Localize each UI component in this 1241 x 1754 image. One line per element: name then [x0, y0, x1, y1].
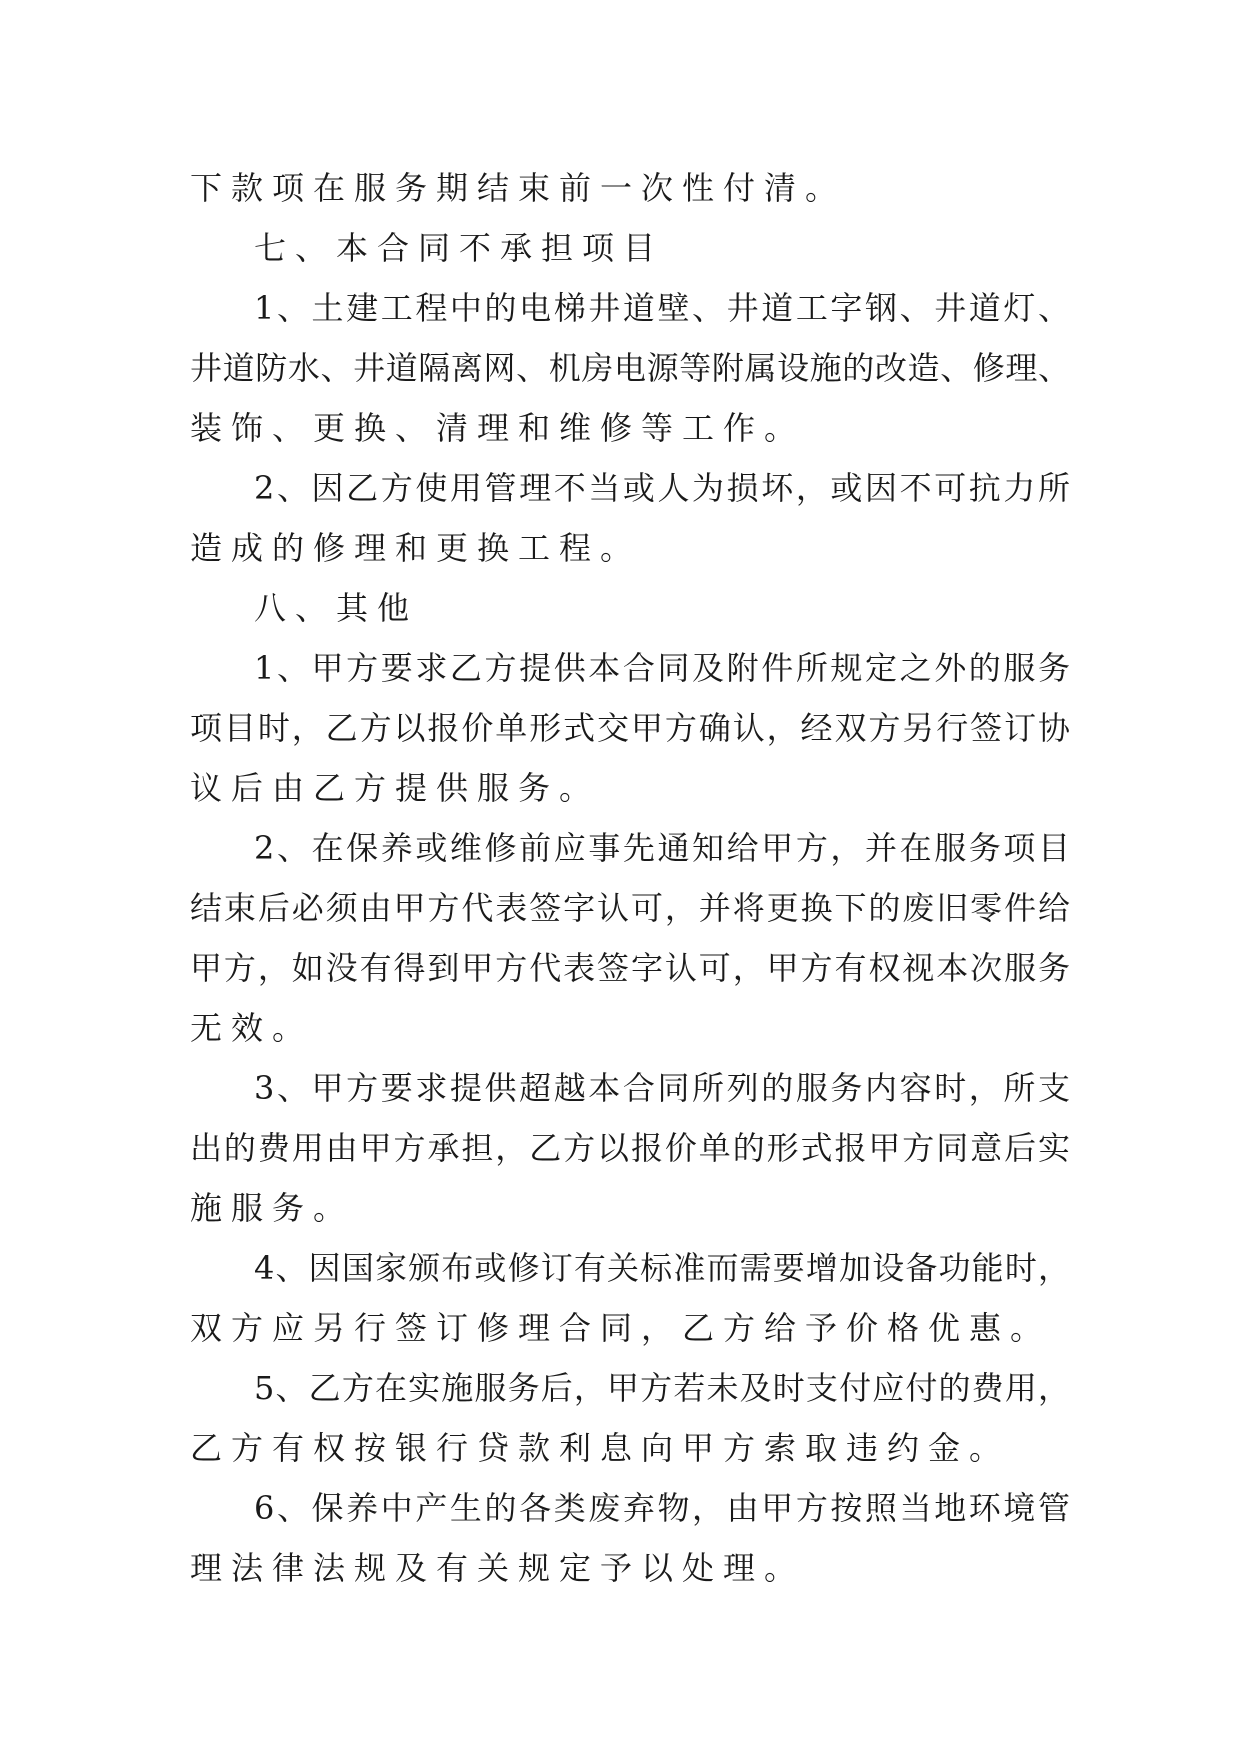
section-heading-8: 八、其他 — [254, 589, 419, 627]
text-line-10: 项目时，乙方以报价单形式交甲方确认，经双方另行签订协 — [190, 709, 1070, 747]
text-line-22: 乙方有权按银行贷款利息向甲方索取违约金。 — [190, 1429, 1011, 1467]
text-line-17: 出的费用由甲方承担，乙方以报价单的形式报甲方同意后实 — [190, 1129, 1070, 1167]
section-heading-7: 七、本合同不承担项目 — [254, 229, 665, 267]
text-line-6: 2、因乙方使用管理不当或人为损坏，或因不可抗力所 — [254, 469, 1070, 507]
text-line-4: 井道防水、井道隔离网、机房电源等附属设施的改造、修理、 — [190, 349, 1070, 387]
text-line-9: 1、甲方要求乙方提供本合同及附件所规定之外的服务 — [254, 649, 1070, 687]
text-line-24: 理法律法规及有关规定予以处理。 — [190, 1549, 806, 1587]
text-line-14: 甲方，如没有得到甲方代表签字认可，甲方有权视本次服务 — [190, 949, 1070, 987]
text-line-7: 造成的修理和更换工程。 — [190, 529, 642, 567]
text-line-1: 下款项在服务期结束前一次性付清。 — [190, 169, 847, 207]
text-line-12: 2、在保养或维修前应事先通知给甲方，并在服务项目 — [254, 829, 1070, 867]
document-body — [190, 158, 1070, 1598]
text-line-13: 结束后必须由甲方代表签字认可，并将更换下的废旧零件给 — [190, 889, 1070, 927]
text-line-16: 3、甲方要求提供超越本合同所列的服务内容时，所支 — [254, 1069, 1070, 1107]
text-line-11: 议后由乙方提供服务。 — [190, 769, 601, 807]
text-line-5: 装饰、更换、清理和维修等工作。 — [190, 409, 806, 447]
text-line-21: 5、乙方在实施服务后，甲方若未及时支付应付的费用， — [254, 1369, 1070, 1407]
text-line-20: 双方应另行签订修理合同，乙方给予价格优惠。 — [190, 1309, 1052, 1347]
text-line-3: 1、土建工程中的电梯井道壁、井道工字钢、井道灯、 — [254, 289, 1070, 327]
text-line-18: 施服务。 — [190, 1189, 355, 1227]
text-line-15: 无效。 — [190, 1009, 314, 1047]
text-line-19: 4、因国家颁布或修订有关标准而需要增加设备功能时， — [254, 1249, 1070, 1287]
text-line-23: 6、保养中产生的各类废弃物，由甲方按照当地环境管 — [254, 1489, 1070, 1527]
